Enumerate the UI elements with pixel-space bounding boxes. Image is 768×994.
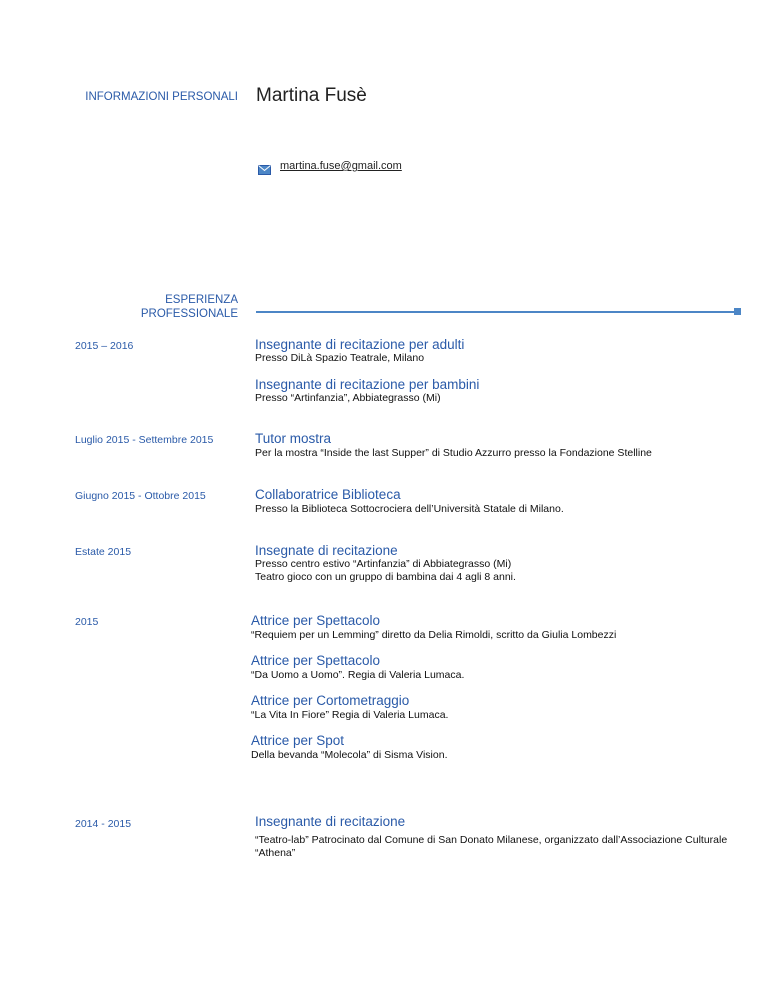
experience-label xyxy=(60,293,238,321)
experience-label-line1: ESPERIENZA xyxy=(165,294,238,306)
entry-desc: Teatro gioco con un gruppo di bambina dai 4 agli 8 anni. xyxy=(255,571,516,583)
person-name: Martina Fusè xyxy=(256,85,367,106)
section-divider xyxy=(256,311,734,313)
email-link[interactable]: martina.fuse@gmail.com xyxy=(280,160,402,172)
entry-date: Luglio 2015 - Settembre 2015 xyxy=(75,434,214,446)
entry-date: 2015 xyxy=(75,616,99,628)
entry-desc: “Da Uomo a Uomo”. Regia di Valeria Lumaca. xyxy=(251,669,465,681)
entry-desc: Presso “Artinfanzia”, Abbiategrasso (Mi) xyxy=(255,392,441,404)
email-icon xyxy=(258,162,271,180)
entry-desc: Per la mostra “Inside the last Supper” di Studio Azzurro presso la Fondazione Stelline xyxy=(255,447,652,459)
entry-title: Insegnante di recitazione per adulti xyxy=(255,337,465,352)
section-divider-end xyxy=(734,308,741,315)
entry-title: Attrice per Cortometraggio xyxy=(251,693,410,708)
entry-date: Estate 2015 xyxy=(75,546,132,558)
entry-title: Insegnante di recitazione per bambini xyxy=(255,377,480,392)
entry-desc: Presso la Biblioteca Sottocrociera dell’Università Statale di Milano. xyxy=(255,503,564,515)
entry-title: Attrice per Spettacolo xyxy=(251,653,381,668)
entry-desc: “La Vita In Fiore” Regia di Valeria Lumaca. xyxy=(251,709,449,721)
experience-label-line2: PROFESSIONALE xyxy=(140,308,238,320)
entry-title: Tutor mostra xyxy=(255,431,332,446)
entry-desc: Presso centro estivo “Artinfanzia” di Abbiategrasso (Mi) xyxy=(255,558,512,570)
entry-date: 2014 - 2015 xyxy=(75,818,132,830)
entry-title: Insegnante di recitazione xyxy=(255,814,406,829)
entry-title: Attrice per Spot xyxy=(251,733,345,748)
entry-desc: “Teatro-lab” Patrocinato dal Comune di San Donato Milanese, organizzato dall’Associazione Culturale xyxy=(255,834,728,846)
personal-info-label: INFORMAZIONI PERSONALI xyxy=(85,91,238,103)
entry-desc: Della bevanda “Molecola” di Sisma Vision. xyxy=(251,749,448,761)
entry-title: Collaboratrice Biblioteca xyxy=(255,487,401,502)
entry-date: Giugno 2015 - Ottobre 2015 xyxy=(75,490,206,502)
entry-desc: “Athena” xyxy=(255,847,296,859)
entry-desc: Presso DiLà Spazio Teatrale, Milano xyxy=(255,352,425,364)
entry-date: 2015 – 2016 xyxy=(75,340,134,352)
entry-title: Insegnate di recitazione xyxy=(255,543,398,558)
entry-desc: “Requiem per un Lemming” diretto da Delia Rimoldi, scritto da Giulia Lombezzi xyxy=(251,629,617,641)
entry-title: Attrice per Spettacolo xyxy=(251,613,381,628)
